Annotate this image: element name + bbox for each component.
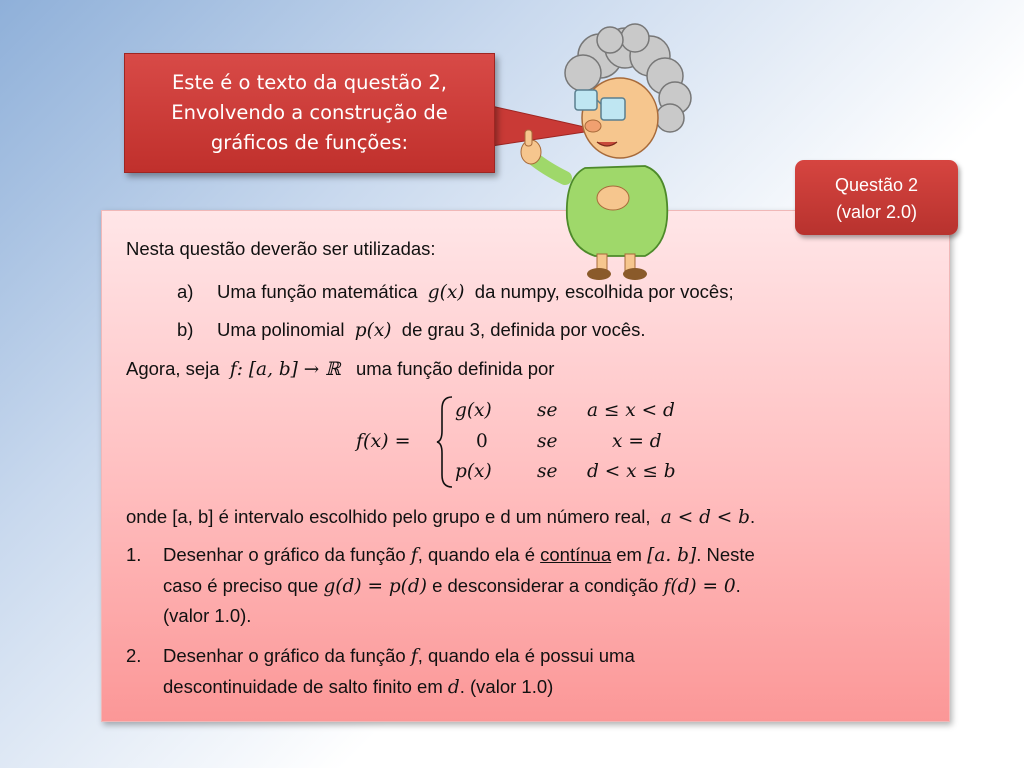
piece-1-se: se bbox=[537, 400, 558, 421]
badge-title: Questão 2 bbox=[834, 175, 919, 195]
q1-line-3: (valor 1.0). bbox=[163, 605, 252, 626]
piece-2-se: se bbox=[537, 431, 558, 452]
piece-3-se: se bbox=[537, 461, 558, 482]
q1-marker: 1. bbox=[126, 544, 142, 565]
intro-text: Nesta questão deverão ser utilizadas: bbox=[126, 238, 436, 259]
callout-line-1: Este é o texto da questão 2, bbox=[171, 71, 447, 94]
onde-line: onde [a, b] é intervalo escolhido pelo grupo e d um número real, a < d < b. bbox=[126, 506, 756, 528]
item-b-line: Uma polinomial p(x) de grau 3, definida por vocês. bbox=[217, 319, 646, 341]
continua-underlined: contínua bbox=[540, 544, 612, 565]
piecewise-lhs: f(x) = bbox=[356, 430, 411, 452]
piece-1-cond: a ≤ x < d bbox=[587, 400, 675, 421]
item-b-marker: b) bbox=[177, 319, 194, 340]
q2-line-2: descontinuidade de salto finito em d. (valor 1.0) bbox=[163, 676, 554, 698]
q2-line-1: Desenhar o gráfico da função f, quando ela é possui uma bbox=[163, 645, 635, 667]
badge-value: (valor 2.0) bbox=[835, 202, 918, 222]
piecewise-brace bbox=[436, 395, 456, 489]
math-range: a < d < b bbox=[660, 507, 751, 528]
piece-1-value: g(x) bbox=[455, 400, 492, 421]
q2-marker: 2. bbox=[126, 645, 142, 666]
piece-3-cond: d < x ≤ b bbox=[587, 461, 676, 482]
speech-callout bbox=[124, 53, 495, 173]
q1-line-2: caso é preciso que g(d) = p(d) e desconsiderar a condição f(d) = 0. bbox=[163, 575, 741, 597]
define-line: Agora, seja f: [a, b] → ℝ uma função definida por bbox=[126, 358, 555, 380]
piece-3-value: p(x) bbox=[455, 461, 492, 482]
piece-2-cond: x = d bbox=[612, 431, 662, 452]
item-a-marker: a) bbox=[177, 281, 194, 302]
math-g: g(x) bbox=[427, 282, 465, 303]
math-domain: f: [a, b] → ℝ bbox=[229, 359, 341, 380]
item-a-line: Uma função matemática g(x) da numpy, escolhida por vocês; bbox=[217, 281, 734, 303]
math-p: p(x) bbox=[354, 320, 392, 341]
callout-line-2: Envolvendo a construção de bbox=[171, 101, 448, 124]
piece-2-value: 0 bbox=[476, 431, 488, 452]
question-badge bbox=[795, 160, 958, 235]
callout-line-3: gráficos de funções: bbox=[210, 131, 409, 154]
q1-line-1: Desenhar o gráfico da função f, quando ela é contínua em [a. b]. Neste bbox=[163, 544, 755, 566]
grandmother-illustration bbox=[505, 18, 705, 283]
